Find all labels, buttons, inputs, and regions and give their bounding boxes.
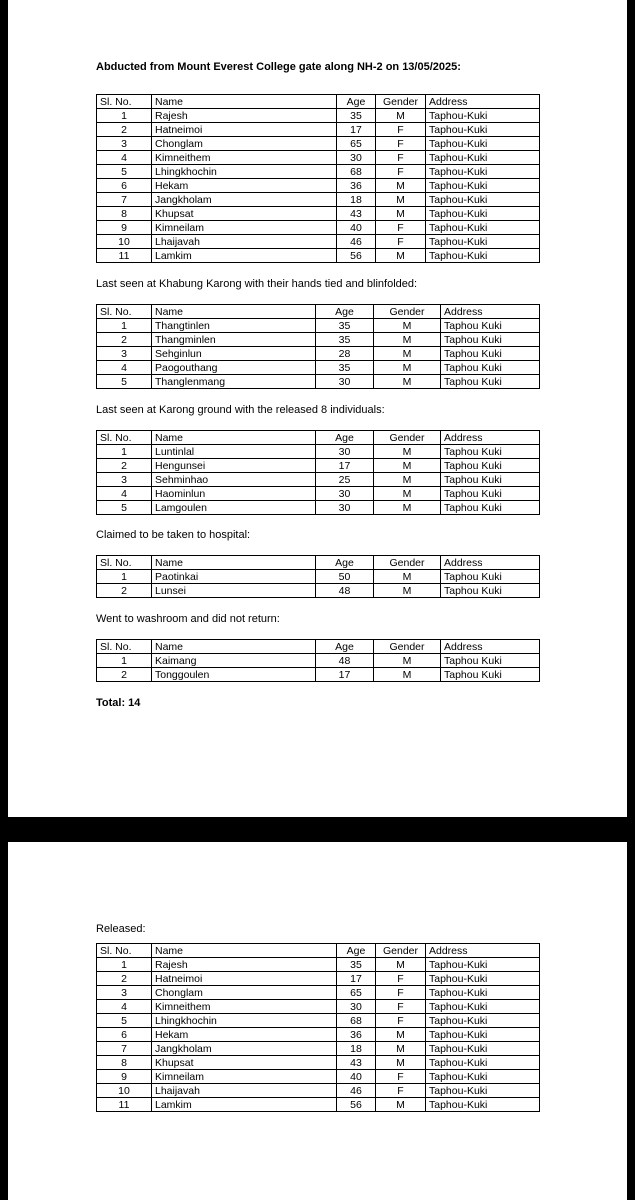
column-header-age: Age — [337, 944, 376, 958]
cell-name: Kimneithem — [152, 1000, 337, 1014]
cell-address: Taphou Kuki — [441, 459, 540, 473]
table-row — [97, 584, 540, 598]
section-heading-karong-ground: Last seen at Karong ground with the released 8 individuals: — [96, 404, 385, 416]
cell-address: Taphou Kuki — [441, 347, 540, 361]
cell-sl-no: 11 — [97, 1098, 152, 1112]
washroom-table — [96, 639, 540, 682]
cell-address: Taphou-Kuki — [426, 1098, 540, 1112]
header-row — [97, 431, 540, 445]
cell-address: Taphou-Kuki — [426, 165, 540, 179]
cell-gender: F — [376, 235, 426, 249]
karong-ground-table — [96, 430, 540, 515]
column-header-address: Address — [441, 431, 540, 445]
cell-name: Paotinkai — [152, 570, 316, 584]
cell-age: 36 — [337, 1028, 376, 1042]
cell-age: 30 — [316, 375, 374, 389]
cell-name: Kaimang — [152, 654, 316, 668]
header-row — [97, 95, 540, 109]
cell-age: 35 — [337, 109, 376, 123]
cell-sl-no: 3 — [97, 473, 152, 487]
total-count: Total: 14 — [96, 697, 141, 709]
cell-age: 43 — [337, 207, 376, 221]
table-row — [97, 1070, 540, 1084]
cell-age: 65 — [337, 986, 376, 1000]
column-header-age: Age — [316, 431, 374, 445]
cell-name: Lhingkhochin — [152, 165, 337, 179]
cell-address: Taphou-Kuki — [426, 137, 540, 151]
cell-sl-no: 1 — [97, 445, 152, 459]
cell-sl-no: 6 — [97, 1028, 152, 1042]
table-row — [97, 459, 540, 473]
table-row — [97, 445, 540, 459]
cell-age: 35 — [337, 958, 376, 972]
table-row — [97, 249, 540, 263]
cell-sl-no: 10 — [97, 1084, 152, 1098]
cell-age: 65 — [337, 137, 376, 151]
cell-gender: F — [376, 972, 426, 986]
column-header-age: Age — [316, 640, 374, 654]
cell-gender: M — [376, 207, 426, 221]
document-page-1 — [8, 0, 627, 817]
table-row — [97, 473, 540, 487]
cell-name: Lunsei — [152, 584, 316, 598]
cell-age: 30 — [316, 445, 374, 459]
cell-sl-no: 1 — [97, 654, 152, 668]
cell-sl-no: 2 — [97, 972, 152, 986]
cell-gender: M — [374, 473, 441, 487]
cell-gender: F — [376, 123, 426, 137]
cell-name: Luntinlal — [152, 445, 316, 459]
cell-address: Taphou Kuki — [441, 570, 540, 584]
cell-gender: F — [376, 1000, 426, 1014]
cell-name: Lamkim — [152, 249, 337, 263]
table-row — [97, 347, 540, 361]
cell-name: Jangkholam — [152, 1042, 337, 1056]
column-header-gender: Gender — [374, 431, 441, 445]
column-header-sl-no: Sl. No. — [97, 95, 152, 109]
cell-sl-no: 1 — [97, 570, 152, 584]
cell-sl-no: 1 — [97, 109, 152, 123]
cell-name: Thanglenmang — [152, 375, 316, 389]
cell-age: 35 — [316, 319, 374, 333]
cell-name: Rajesh — [152, 109, 337, 123]
cell-gender: F — [376, 137, 426, 151]
column-header-name: Name — [152, 305, 316, 319]
table-row — [97, 375, 540, 389]
cell-age: 17 — [316, 459, 374, 473]
cell-address: Taphou-Kuki — [426, 235, 540, 249]
header-row — [97, 305, 540, 319]
document-page-2 — [8, 842, 627, 1200]
cell-address: Taphou Kuki — [441, 487, 540, 501]
cell-gender: M — [376, 249, 426, 263]
cell-address: Taphou-Kuki — [426, 1014, 540, 1028]
column-header-sl-no: Sl. No. — [97, 556, 152, 570]
cell-address: Taphou-Kuki — [426, 1084, 540, 1098]
cell-age: 17 — [337, 972, 376, 986]
table-row — [97, 123, 540, 137]
cell-address: Taphou Kuki — [441, 584, 540, 598]
cell-age: 40 — [337, 221, 376, 235]
cell-address: Taphou Kuki — [441, 375, 540, 389]
column-header-sl-no: Sl. No. — [97, 431, 152, 445]
table-row — [97, 570, 540, 584]
column-header-name: Name — [152, 944, 337, 958]
cell-age: 30 — [337, 1000, 376, 1014]
cell-gender: M — [376, 109, 426, 123]
cell-sl-no: 10 — [97, 235, 152, 249]
column-header-address: Address — [441, 556, 540, 570]
cell-address: Taphou-Kuki — [426, 221, 540, 235]
abducted-table — [96, 94, 540, 263]
cell-name: Lhingkhochin — [152, 1014, 337, 1028]
cell-name: Chonglam — [152, 986, 337, 1000]
column-header-name: Name — [152, 556, 316, 570]
cell-gender: M — [374, 459, 441, 473]
section-heading-released: Released: — [96, 923, 146, 935]
cell-name: Hatneimoi — [152, 123, 337, 137]
cell-age: 46 — [337, 235, 376, 249]
cell-age: 30 — [316, 487, 374, 501]
table-row — [97, 165, 540, 179]
cell-sl-no: 9 — [97, 221, 152, 235]
column-header-name: Name — [152, 95, 337, 109]
column-header-address: Address — [441, 640, 540, 654]
cell-sl-no: 11 — [97, 249, 152, 263]
section-heading-abducted: Abducted from Mount Everest College gate along NH-2 on 13/05/2025: — [96, 61, 461, 73]
cell-name: Sehginlun — [152, 347, 316, 361]
cell-sl-no: 5 — [97, 501, 152, 515]
cell-address: Taphou-Kuki — [426, 179, 540, 193]
cell-name: Hekam — [152, 179, 337, 193]
table-row — [97, 668, 540, 682]
header-row — [97, 944, 540, 958]
table-row — [97, 193, 540, 207]
table-row — [97, 1000, 540, 1014]
cell-name: Lhaijavah — [152, 235, 337, 249]
cell-sl-no: 2 — [97, 584, 152, 598]
cell-gender: M — [376, 1042, 426, 1056]
table-row — [97, 109, 540, 123]
cell-gender: M — [374, 361, 441, 375]
cell-name: Khupsat — [152, 1056, 337, 1070]
column-header-address: Address — [426, 95, 540, 109]
cell-address: Taphou-Kuki — [426, 1000, 540, 1014]
header-row — [97, 556, 540, 570]
cell-age: 25 — [316, 473, 374, 487]
column-header-gender: Gender — [374, 556, 441, 570]
cell-age: 46 — [337, 1084, 376, 1098]
cell-address: Taphou Kuki — [441, 445, 540, 459]
cell-gender: M — [374, 570, 441, 584]
cell-age: 68 — [337, 165, 376, 179]
cell-address: Taphou-Kuki — [426, 986, 540, 1000]
table-row — [97, 235, 540, 249]
cell-name: Chonglam — [152, 137, 337, 151]
cell-address: Taphou Kuki — [441, 333, 540, 347]
section-heading-washroom: Went to washroom and did not return: — [96, 613, 280, 625]
cell-sl-no: 2 — [97, 123, 152, 137]
cell-gender: M — [374, 501, 441, 515]
table-row — [97, 333, 540, 347]
column-header-address: Address — [426, 944, 540, 958]
released-table — [96, 943, 540, 1112]
cell-gender: F — [376, 221, 426, 235]
cell-address: Taphou Kuki — [441, 668, 540, 682]
cell-address: Taphou-Kuki — [426, 1056, 540, 1070]
column-header-name: Name — [152, 640, 316, 654]
cell-age: 50 — [316, 570, 374, 584]
cell-gender: M — [374, 445, 441, 459]
cell-age: 43 — [337, 1056, 376, 1070]
table-row — [97, 1042, 540, 1056]
cell-name: Lamkim — [152, 1098, 337, 1112]
cell-address: Taphou-Kuki — [426, 249, 540, 263]
cell-sl-no: 4 — [97, 487, 152, 501]
cell-address: Taphou Kuki — [441, 361, 540, 375]
cell-gender: M — [374, 584, 441, 598]
cell-sl-no: 4 — [97, 361, 152, 375]
cell-name: Hengunsei — [152, 459, 316, 473]
cell-address: Taphou-Kuki — [426, 207, 540, 221]
cell-gender: M — [374, 654, 441, 668]
cell-gender: M — [374, 487, 441, 501]
table-row — [97, 319, 540, 333]
section-heading-khabung-karong: Last seen at Khabung Karong with their hands tied and blinfolded: — [96, 278, 418, 290]
table-row — [97, 221, 540, 235]
table-row — [97, 361, 540, 375]
cell-address: Taphou Kuki — [441, 501, 540, 515]
cell-name: Hekam — [152, 1028, 337, 1042]
cell-name: Kimneilam — [152, 1070, 337, 1084]
cell-age: 48 — [316, 584, 374, 598]
cell-gender: F — [376, 1014, 426, 1028]
cell-sl-no: 3 — [97, 986, 152, 1000]
cell-name: Thangminlen — [152, 333, 316, 347]
cell-sl-no: 5 — [97, 165, 152, 179]
cell-address: Taphou-Kuki — [426, 1042, 540, 1056]
cell-gender: M — [376, 1056, 426, 1070]
cell-sl-no: 1 — [97, 319, 152, 333]
column-header-sl-no: Sl. No. — [97, 640, 152, 654]
cell-gender: M — [374, 375, 441, 389]
cell-name: Kimneithem — [152, 151, 337, 165]
cell-name: Rajesh — [152, 958, 337, 972]
table-row — [97, 1056, 540, 1070]
table-row — [97, 1014, 540, 1028]
cell-sl-no: 2 — [97, 668, 152, 682]
cell-name: Thangtinlen — [152, 319, 316, 333]
cell-age: 30 — [316, 501, 374, 515]
cell-age: 48 — [316, 654, 374, 668]
cell-gender: M — [374, 668, 441, 682]
cell-gender: M — [374, 333, 441, 347]
table-row — [97, 1098, 540, 1112]
table-row — [97, 986, 540, 1000]
cell-sl-no: 3 — [97, 137, 152, 151]
cell-sl-no: 5 — [97, 1014, 152, 1028]
column-header-address: Address — [441, 305, 540, 319]
table-row — [97, 207, 540, 221]
cell-gender: F — [376, 986, 426, 1000]
cell-name: Haominlun — [152, 487, 316, 501]
cell-age: 35 — [316, 333, 374, 347]
cell-sl-no: 2 — [97, 333, 152, 347]
table-row — [97, 487, 540, 501]
table-row — [97, 972, 540, 986]
table-row — [97, 654, 540, 668]
cell-age: 35 — [316, 361, 374, 375]
cell-age: 36 — [337, 179, 376, 193]
cell-age: 28 — [316, 347, 374, 361]
cell-gender: M — [376, 1098, 426, 1112]
cell-age: 40 — [337, 1070, 376, 1084]
cell-sl-no: 4 — [97, 151, 152, 165]
cell-gender: F — [376, 165, 426, 179]
cell-gender: M — [376, 1028, 426, 1042]
column-header-age: Age — [337, 95, 376, 109]
cell-age: 56 — [337, 1098, 376, 1112]
cell-address: Taphou-Kuki — [426, 1028, 540, 1042]
table-row — [97, 958, 540, 972]
cell-address: Taphou-Kuki — [426, 958, 540, 972]
column-header-age: Age — [316, 556, 374, 570]
cell-sl-no: 8 — [97, 207, 152, 221]
cell-sl-no: 8 — [97, 1056, 152, 1070]
cell-sl-no: 4 — [97, 1000, 152, 1014]
cell-name: Paogouthang — [152, 361, 316, 375]
cell-sl-no: 5 — [97, 375, 152, 389]
cell-sl-no: 2 — [97, 459, 152, 473]
cell-sl-no: 1 — [97, 958, 152, 972]
cell-address: Taphou-Kuki — [426, 109, 540, 123]
cell-age: 18 — [337, 1042, 376, 1056]
cell-gender: F — [376, 1070, 426, 1084]
cell-sl-no: 7 — [97, 1042, 152, 1056]
table-row — [97, 151, 540, 165]
table-row — [97, 137, 540, 151]
cell-address: Taphou Kuki — [441, 654, 540, 668]
column-header-age: Age — [316, 305, 374, 319]
hospital-table — [96, 555, 540, 598]
cell-gender: M — [374, 347, 441, 361]
cell-age: 18 — [337, 193, 376, 207]
cell-age: 17 — [337, 123, 376, 137]
cell-name: Kimneilam — [152, 221, 337, 235]
cell-sl-no: 9 — [97, 1070, 152, 1084]
cell-age: 17 — [316, 668, 374, 682]
cell-name: Sehminhao — [152, 473, 316, 487]
table-row — [97, 1084, 540, 1098]
column-header-gender: Gender — [374, 305, 441, 319]
column-header-sl-no: Sl. No. — [97, 944, 152, 958]
cell-sl-no: 6 — [97, 179, 152, 193]
cell-sl-no: 3 — [97, 347, 152, 361]
cell-address: Taphou-Kuki — [426, 193, 540, 207]
cell-gender: M — [374, 319, 441, 333]
table-row — [97, 501, 540, 515]
cell-name: Tonggoulen — [152, 668, 316, 682]
column-header-gender: Gender — [374, 640, 441, 654]
cell-address: Taphou-Kuki — [426, 123, 540, 137]
cell-address: Taphou Kuki — [441, 473, 540, 487]
cell-gender: M — [376, 179, 426, 193]
cell-age: 68 — [337, 1014, 376, 1028]
section-heading-hospital: Claimed to be taken to hospital: — [96, 529, 251, 541]
cell-gender: M — [376, 958, 426, 972]
cell-name: Lamgoulen — [152, 501, 316, 515]
column-header-name: Name — [152, 431, 316, 445]
cell-address: Taphou Kuki — [441, 319, 540, 333]
column-header-gender: Gender — [376, 944, 426, 958]
cell-address: Taphou-Kuki — [426, 972, 540, 986]
cell-name: Jangkholam — [152, 193, 337, 207]
cell-age: 56 — [337, 249, 376, 263]
column-header-sl-no: Sl. No. — [97, 305, 152, 319]
khabung-karong-table — [96, 304, 540, 389]
cell-gender: M — [376, 193, 426, 207]
header-row — [97, 640, 540, 654]
cell-sl-no: 7 — [97, 193, 152, 207]
cell-name: Hatneimoi — [152, 972, 337, 986]
table-row — [97, 179, 540, 193]
cell-age: 30 — [337, 151, 376, 165]
table-row — [97, 1028, 540, 1042]
cell-name: Lhaijavah — [152, 1084, 337, 1098]
cell-gender: F — [376, 151, 426, 165]
cell-address: Taphou-Kuki — [426, 1070, 540, 1084]
cell-name: Khupsat — [152, 207, 337, 221]
cell-gender: F — [376, 1084, 426, 1098]
cell-address: Taphou-Kuki — [426, 151, 540, 165]
column-header-gender: Gender — [376, 95, 426, 109]
